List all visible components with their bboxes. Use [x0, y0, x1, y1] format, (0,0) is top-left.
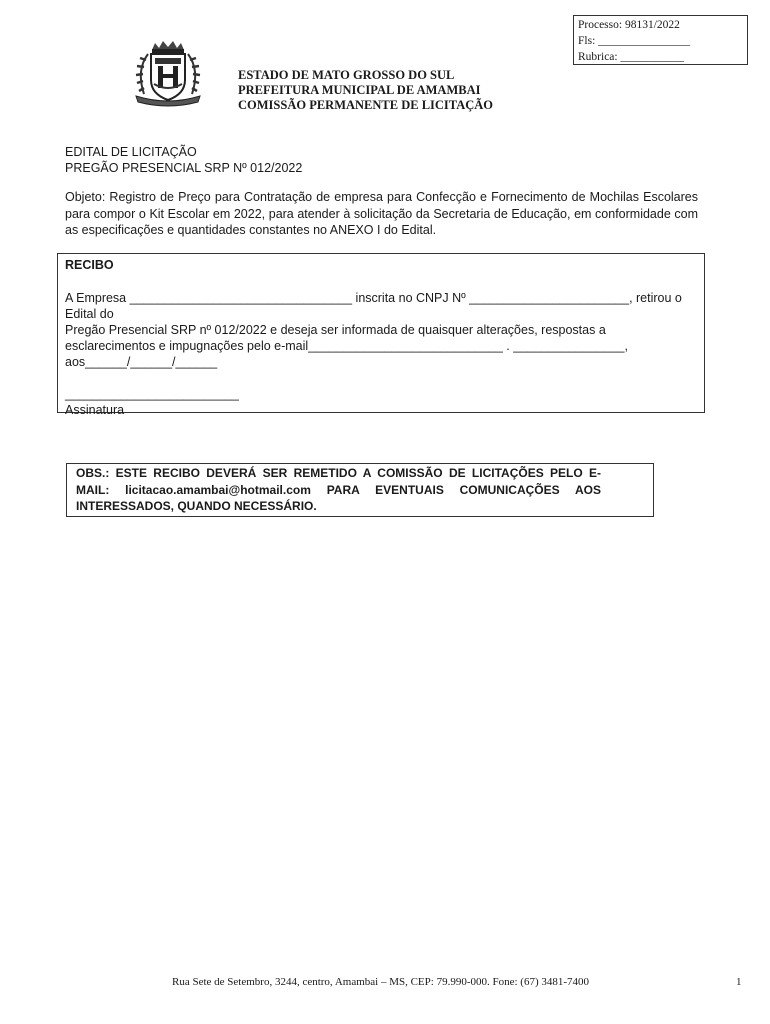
objeto-paragraph: Objeto: Registro de Preço para Contratação de empresa para Confecção e Fornecimento de Mochilas Escolares para compor o Kit Escolar em 2022, para atender à solicitação da Secretaria de Educação, em conformidade com as especificações e quantidades constantes no ANEXO I do Edital.	[65, 190, 698, 237]
footer-address: Rua Sete de Setembro, 3244, centro, Amambai – MS, CEP: 79.990-000. Fone: (67) 3481-7400	[172, 976, 590, 988]
header-prefeitura: PREFEITURA MUNICIPAL DE AMAMBAI	[238, 83, 481, 97]
recibo-title: RECIBO	[65, 258, 114, 272]
recibo-body	[65, 290, 697, 370]
recibo-line: A Empresa ________________________________ inscrita no CNPJ Nº _______________________, retirou o Edital do	[65, 291, 682, 321]
recibo-box	[57, 253, 705, 417]
signature-label: Assinatura	[65, 403, 125, 417]
process-number: Processo: 98131/2022	[578, 19, 680, 31]
page-number: 1	[736, 976, 742, 988]
municipal-coat-of-arms-icon	[128, 40, 208, 108]
recibo-line: esclarecimentos e impugnações pelo e-mail____________________________ . ________________,	[65, 339, 628, 353]
recibo-date-line: aos______/______/______	[65, 355, 218, 369]
fls-field: Fls: ________________	[578, 35, 691, 47]
process-box	[573, 15, 748, 65]
edital-number: PREGÃO PRESENCIAL SRP Nº 012/2022	[65, 161, 303, 175]
signature-line: _________________________	[65, 387, 239, 401]
edital-title: EDITAL DE LICITAÇÃO	[65, 145, 197, 159]
header-commission: COMISSÃO PERMANENTE DE LICITAÇÃO	[238, 98, 494, 112]
header-state: ESTADO DE MATO GROSSO DO SUL	[238, 68, 455, 82]
obs-notice: OBS.: ESTE RECIBO DEVERÁ SER REMETIDO A COMISSÃO DE LICITAÇÕES PELO E-MAIL: licitacao.amambai@hotmail.com PARA EVENTUAIS COMUNICAÇÕES AOS INTERESSADOS, QUANDO NECESSÁRIO.	[66, 463, 654, 517]
rubrica-field: Rubrica: ___________	[578, 51, 684, 63]
recibo-line: Pregão Presencial SRP nº 012/2022 e deseja ser informada de quaisquer alterações, respostas a	[65, 323, 606, 337]
institution-header	[238, 68, 493, 113]
edital-heading	[65, 144, 302, 176]
